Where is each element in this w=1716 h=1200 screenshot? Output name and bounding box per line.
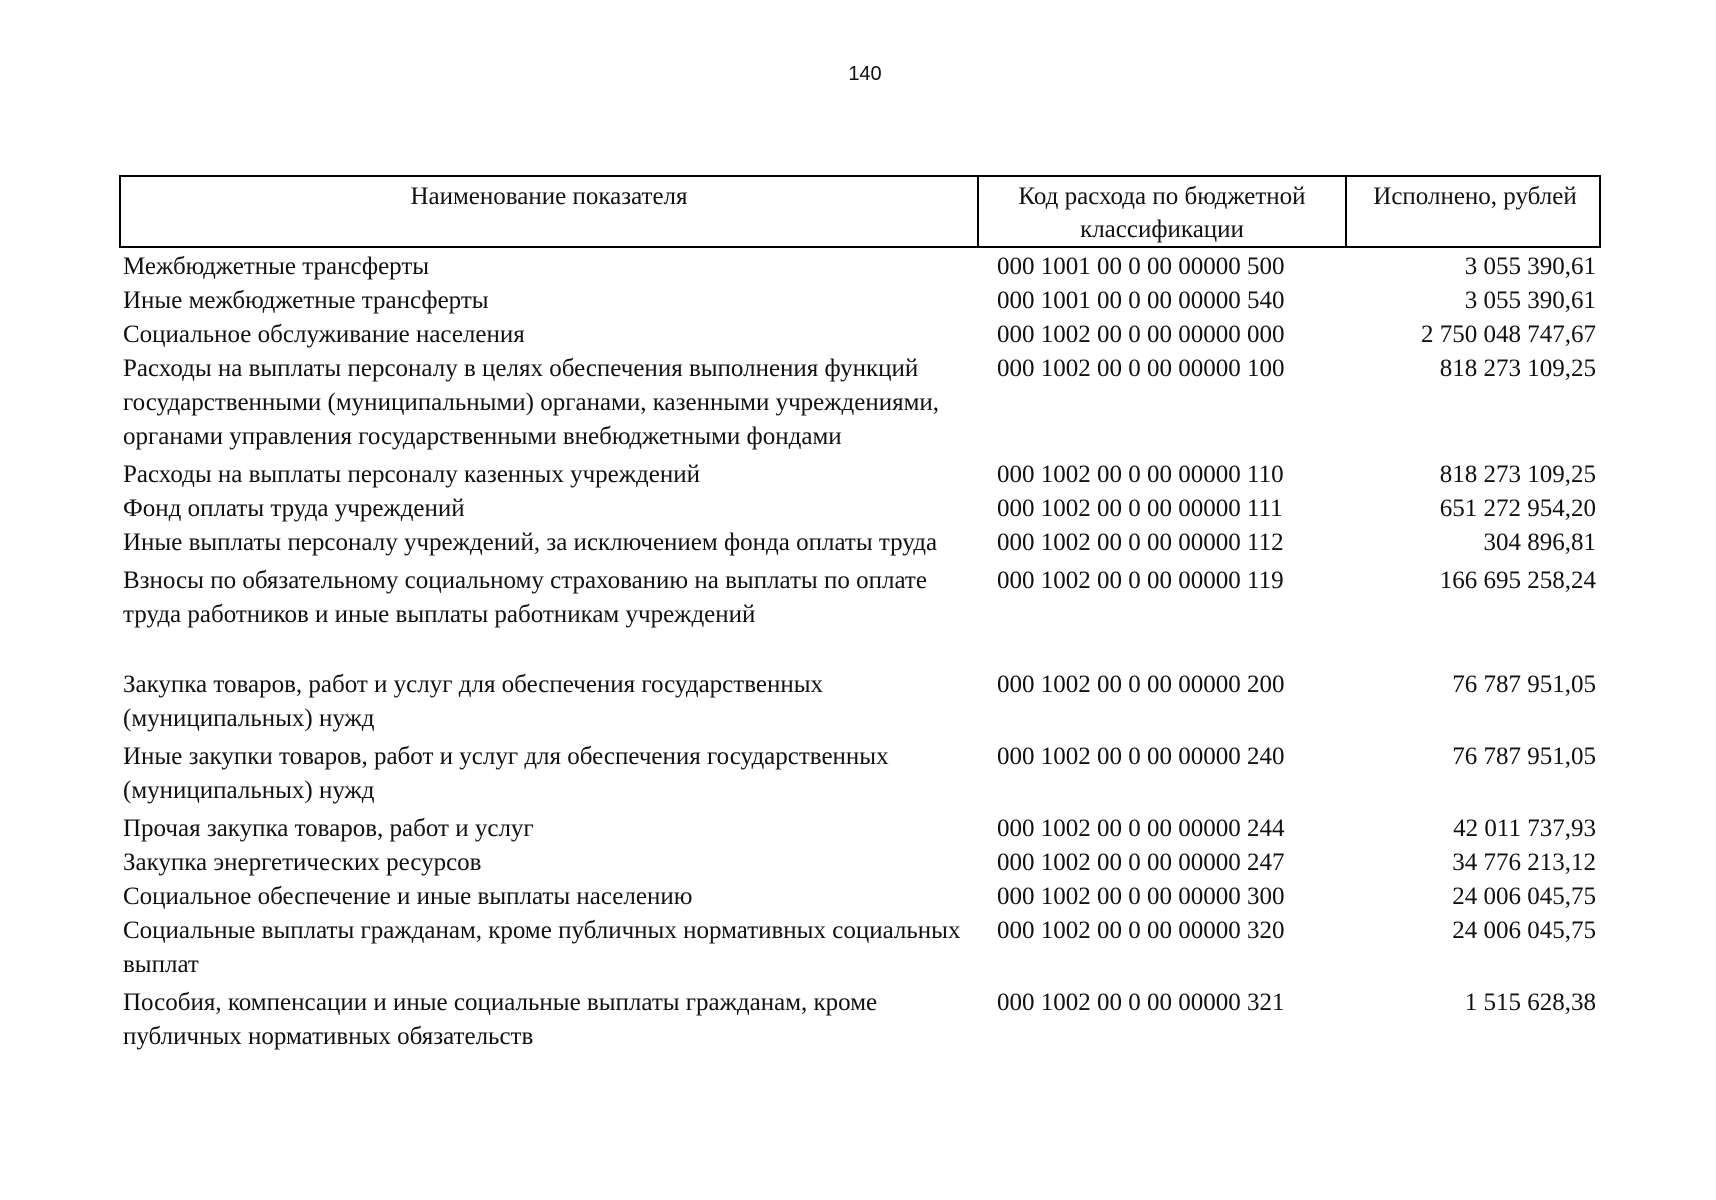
table-row [119,812,1601,846]
row-amount: 3 055 390,61 [1464,253,1596,280]
table-row [119,318,1601,352]
row-code: 000 1002 00 0 00 00000 110 [997,461,1284,488]
row-amount: 818 273 109,25 [1439,461,1596,488]
row-code: 000 1002 00 0 00 00000 119 [997,567,1284,594]
row-code: 000 1002 00 0 00 00000 300 [997,883,1285,910]
row-code: 000 1001 00 0 00 00000 540 [997,287,1285,314]
row-name: Прочая закупка товаров, работ и услуг [123,815,534,842]
table-header [119,175,1601,248]
header-amount: Исполнено, рублей [1345,177,1603,246]
row-amount: 42 011 737,93 [1453,815,1596,842]
row-code: 000 1001 00 0 00 00000 500 [997,253,1285,280]
table-row [119,740,1601,808]
row-code: 000 1002 00 0 00 00000 112 [997,529,1284,556]
table-row [119,458,1601,492]
row-amount: 1 515 628,38 [1464,989,1596,1016]
row-amount: 34 776 213,12 [1452,849,1596,876]
table-row [119,914,1601,982]
row-code: 000 1002 00 0 00 00000 100 [997,355,1285,382]
row-code: 000 1002 00 0 00 00000 244 [997,815,1285,842]
row-amount: 24 006 045,75 [1452,883,1596,910]
row-name: Иные закупки товаров, работ и услуг для обеспечения государственных (муниципальных) нужд [123,743,889,804]
row-amount: 304 896,81 [1483,529,1596,556]
table-row [119,564,1601,632]
row-amount: 3 055 390,61 [1464,287,1596,314]
table-row [119,668,1601,736]
row-amount: 818 273 109,25 [1439,355,1596,382]
row-amount: 76 787 951,05 [1452,743,1596,770]
table-row [119,492,1601,526]
row-name: Пособия, компенсации и иные социальные выплаты гражданам, кроме публичных нормативных обязательств [123,989,878,1050]
row-name: Взносы по обязательному социальному страхованию на выплаты по оплате труда работников и иные выплаты работникам учреждений [123,567,927,628]
row-name: Расходы на выплаты персоналу в целях обеспечения выполнения функций государственными (муниципальными) органами, казенными учреждениями, органами управления государственными внебюджетными фондами [123,355,940,450]
row-name: Закупка товаров, работ и услуг для обеспечения государственных (муниципальных) нужд [123,671,824,732]
expenditure-table [119,175,1601,1054]
row-name: Социальное обслуживание населения [123,321,525,348]
row-code: 000 1002 00 0 00 00000 111 [997,495,1283,522]
table-row [119,352,1601,454]
row-name: Расходы на выплаты персоналу казенных учреждений [123,461,700,488]
row-amount: 24 006 045,75 [1452,917,1596,944]
row-code: 000 1002 00 0 00 00000 240 [997,743,1285,770]
row-amount: 651 272 954,20 [1439,495,1596,522]
row-code: 000 1002 00 0 00 00000 321 [997,989,1285,1016]
row-name: Иные межбюджетные трансферты [123,287,489,314]
row-code: 000 1002 00 0 00 00000 247 [997,849,1285,876]
table-row [119,846,1601,880]
table-row [119,250,1601,284]
row-code: 000 1002 00 0 00 00000 000 [997,321,1285,348]
row-code: 000 1002 00 0 00 00000 200 [997,671,1285,698]
row-amount: 166 695 258,24 [1439,567,1596,594]
row-code: 000 1002 00 0 00 00000 320 [997,917,1285,944]
row-name: Иные выплаты персоналу учреждений, за исключением фонда оплаты труда [123,529,938,556]
row-name: Социальные выплаты гражданам, кроме публичных нормативных социальных выплат [123,917,961,978]
row-name: Закупка энергетических ресурсов [123,849,482,876]
table-row [119,526,1601,560]
table-row [119,880,1601,914]
row-name: Межбюджетные трансферты [123,253,430,280]
row-name: Фонд оплаты труда учреждений [123,495,465,522]
header-code: Код расхода по бюджетной классификации [977,177,1345,246]
page-number: 140 [848,63,882,85]
table-body [119,250,1601,1054]
row-amount: 2 750 048 747,67 [1421,321,1596,348]
row-amount: 76 787 951,05 [1452,671,1596,698]
table-row [119,986,1601,1054]
row-name: Социальное обеспечение и иные выплаты населению [123,883,693,910]
header-name: Наименование показателя [410,183,688,210]
table-row [119,284,1601,318]
